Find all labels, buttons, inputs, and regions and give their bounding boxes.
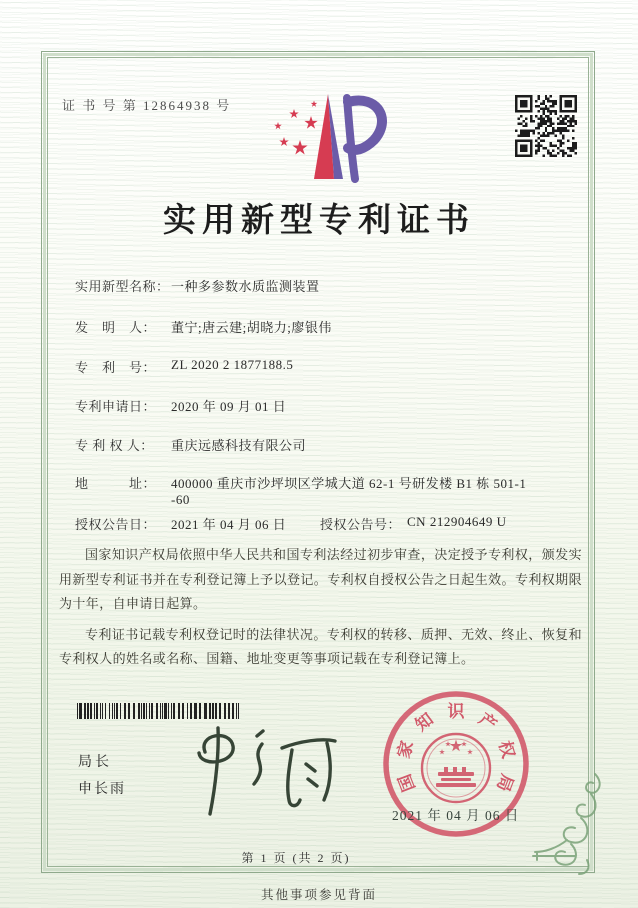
address-line-2: -60 [171, 492, 190, 507]
field-inventors [75, 317, 585, 336]
certificate-number: 证 书 号 第 12864938 号 [62, 98, 232, 113]
legal-paragraph-1: 国家知识产权局依照中华人民共和国专利法经过初步审查，决定授予专利权，颁发实用新型专利证书并在专利登记簿上予以登记。专利权自授权公告之日起生效。专利权期限为十年，自申请日起算。 [59, 547, 582, 611]
officer-name: 申长雨 [78, 780, 126, 796]
seal-date: 2021 年 04 月 06 日 [392, 808, 520, 823]
field-value: 2020 年 09 月 01 日 [171, 399, 287, 414]
field-value [171, 473, 526, 508]
field-value: 一种多参数水质监测装置 [171, 279, 320, 294]
field-label: 发 明 人： [75, 320, 157, 335]
svg-text:知: 知 [411, 709, 437, 735]
field-value: CN 212904649 U [407, 514, 507, 529]
field-grant-number [320, 514, 506, 533]
field-label: 专利申请日： [75, 399, 157, 414]
field-value: 重庆远感科技有限公司 [171, 438, 307, 453]
legal-paragraph-2: 专利证书记载专利权登记时的法律状况。专利权的转移、质押、无效、终止、恢复和专利权人的姓名或名称、国籍、地址变更等事项记载在专利登记簿上。 [59, 626, 582, 666]
svg-text:识: 识 [447, 702, 465, 721]
field-label: 授权公告日： [75, 517, 157, 532]
field-label: 专 利 权 人： [75, 438, 154, 453]
field-value: 2021 年 04 月 06 日 [171, 517, 287, 532]
officer-title: 局长 [78, 753, 112, 769]
svg-text:局: 局 [493, 771, 517, 795]
field-patentee [75, 435, 585, 454]
svg-text:国: 国 [395, 771, 419, 795]
svg-text:产: 产 [475, 709, 501, 735]
field-label: 实用新型名称： [75, 279, 170, 294]
national-emblem-icon [422, 734, 490, 802]
field-label: 专 利 号： [75, 360, 157, 375]
legal-text [59, 543, 582, 678]
handwritten-signature-icon [178, 722, 343, 820]
field-label: 地 址： [75, 476, 157, 491]
field-patent-number [75, 357, 585, 376]
barcode-icon [77, 703, 241, 719]
svg-text:权: 权 [494, 738, 518, 761]
cnipa-logo-icon [266, 90, 394, 184]
field-grant-date-and-number [75, 514, 585, 533]
certificate-title: 实用新型专利证书 [163, 203, 475, 239]
address-line-1: 400000 重庆市沙坪坝区学城大道 62-1 号研发楼 B1 栋 501-1 [171, 476, 527, 491]
field-utility-model-name [75, 276, 585, 295]
qr-code-icon [515, 95, 577, 157]
field-value: 董宁;唐云建;胡晓力;廖银伟 [171, 320, 332, 335]
field-label: 授权公告号： [320, 517, 402, 532]
field-value: ZL 2020 2 1877188.5 [171, 357, 294, 372]
field-filing-date [75, 396, 585, 415]
field-address [75, 473, 585, 508]
page-number: 第 1 页 (共 2 页) [241, 851, 351, 865]
back-side-note: 其他事项参见背面 [260, 888, 377, 902]
svg-text:家: 家 [394, 738, 418, 761]
